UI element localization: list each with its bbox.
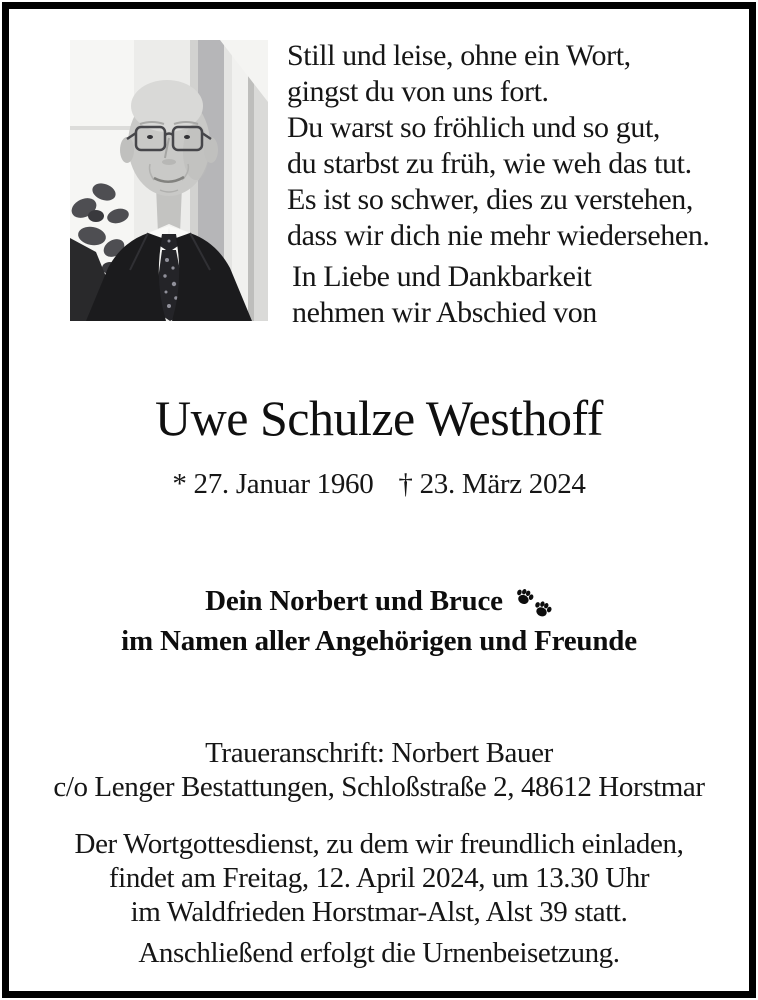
portrait-photo xyxy=(70,40,268,321)
mourning-address-line: c/o Lenger Bestattungen, Schloßstraße 2, 48612 Horstmar xyxy=(53,771,705,803)
signature-family: im Namen aller Angehörigen und Freunde xyxy=(121,625,637,657)
service-info xyxy=(0,827,758,929)
intro-line: nehmen wir Abschied von xyxy=(292,296,597,329)
service-info-line: Der Wortgottesdienst, zu dem wir freundlich einladen, xyxy=(74,828,684,860)
signature-names: Dein Norbert und Bruce xyxy=(205,585,503,617)
service-info-line: im Waldfrieden Horstmar-Alst, Alst 39 statt. xyxy=(130,896,628,928)
farewell-intro xyxy=(292,259,597,331)
poem-line: gingst du von uns fort. xyxy=(287,75,549,108)
mourning-address-line: Traueranschrift: Norbert Bauer xyxy=(205,737,553,769)
birth-date: * 27. Januar 1960 xyxy=(172,468,374,500)
poem-line: Du warst so fröhlich und so gut, xyxy=(287,111,660,144)
intro-line: In Liebe und Dankbarkeit xyxy=(292,260,592,293)
service-info-line: findet am Freitag, 12. April 2024, um 13.30 Uhr xyxy=(108,862,650,894)
closing-note: Anschließend erfolgt die Urnenbeisetzung. xyxy=(138,937,620,969)
death-date: † 23. März 2024 xyxy=(398,468,586,500)
portrait-photo-graphic xyxy=(70,40,268,321)
poem-line: du starbst zu früh, wie weh das tut. xyxy=(287,147,692,180)
signature-line xyxy=(0,585,758,623)
poem-line: Es ist so schwer, dies zu verstehen, xyxy=(287,183,693,216)
poem-line: Still und leise, ohne ein Wort, xyxy=(287,39,631,72)
poem xyxy=(287,38,710,254)
mourning-address xyxy=(0,736,758,804)
life-dates xyxy=(0,468,758,500)
deceased-name: Uwe Schulze Westhoff xyxy=(155,390,603,446)
paw-prints-icon xyxy=(511,587,553,623)
poem-line: dass wir dich nie mehr wiedersehen. xyxy=(287,219,710,252)
